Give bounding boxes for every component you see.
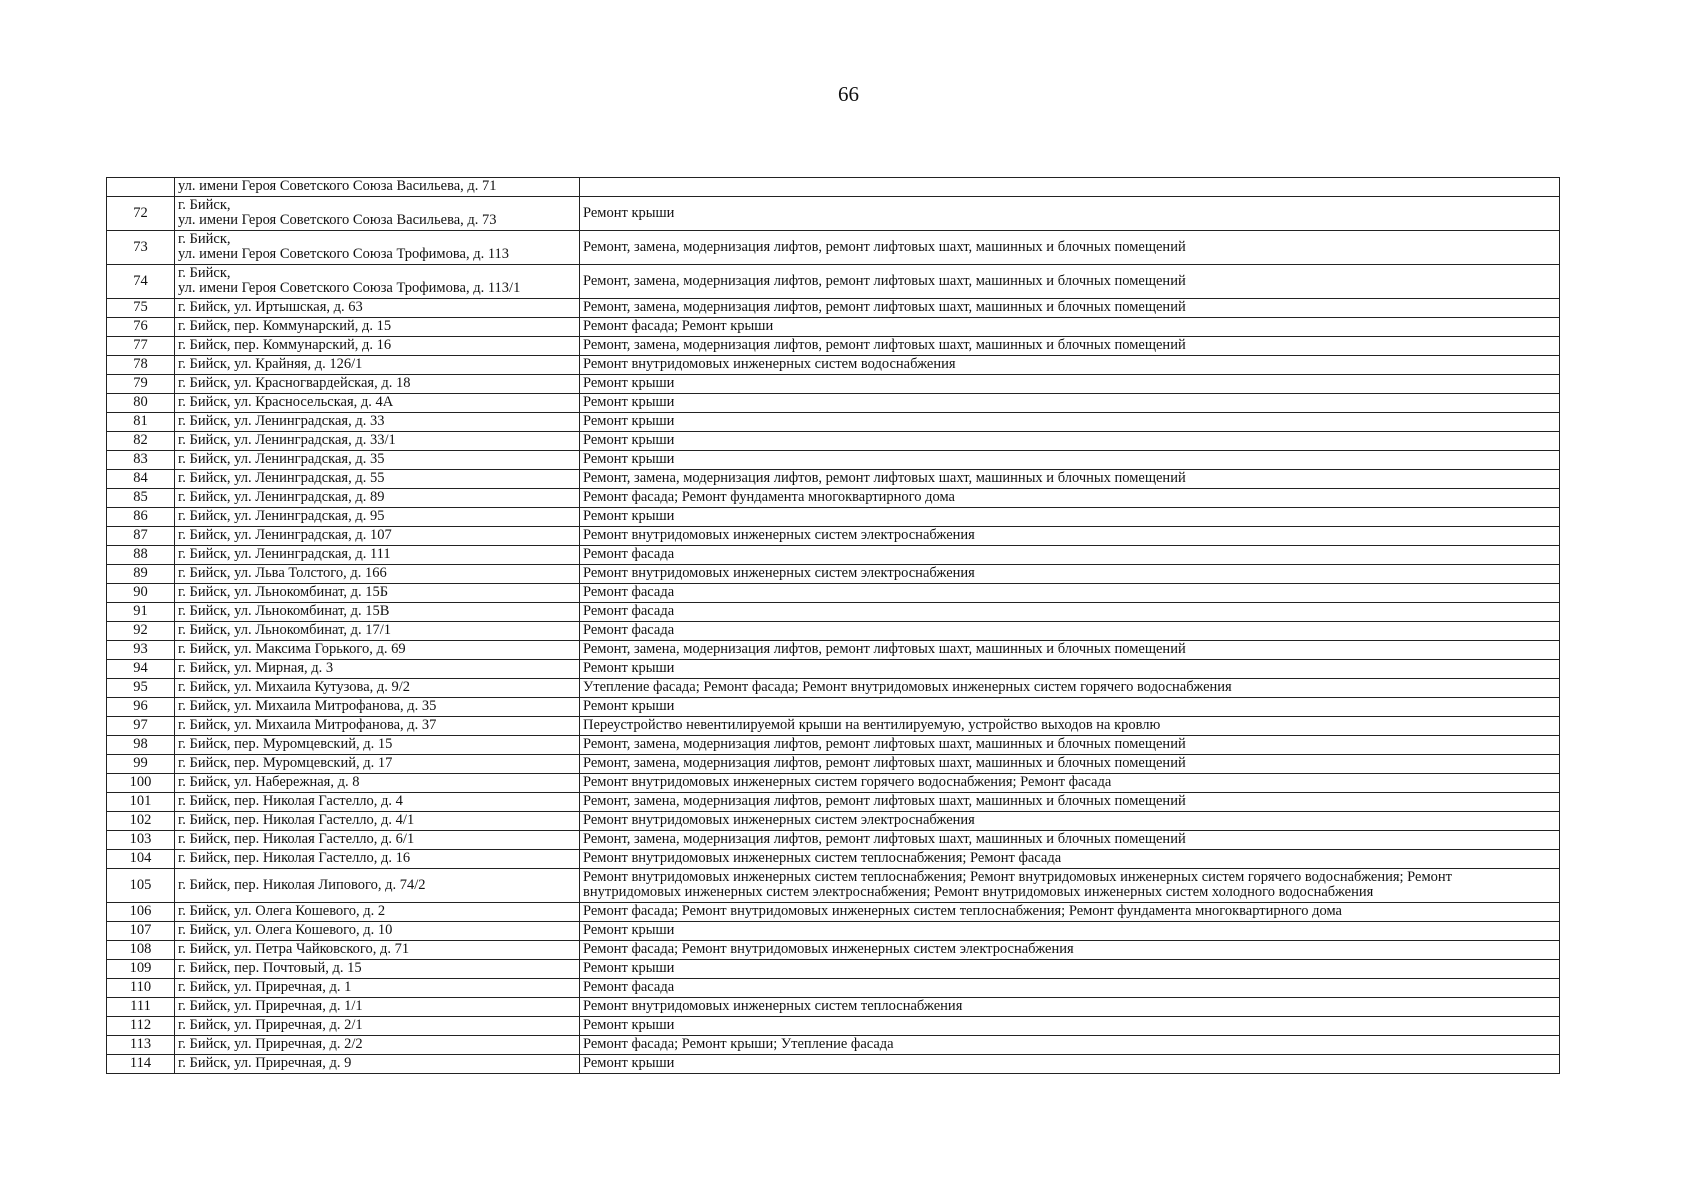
work-type-line: Ремонт крыши — [583, 204, 675, 221]
table-row — [107, 356, 1560, 375]
row-number: 77 — [107, 337, 175, 356]
row-number: 74 — [107, 265, 175, 299]
row-number: 108 — [107, 941, 175, 960]
work-type-cell — [580, 1055, 1560, 1074]
table-row — [107, 299, 1560, 318]
row-number: 93 — [107, 641, 175, 660]
work-type-cell — [580, 979, 1560, 998]
work-type-line: Ремонт фасада — [583, 546, 675, 562]
address-cell — [175, 755, 580, 774]
address-street: г. Бийск, ул. Ленинградская, д. 33 — [178, 413, 385, 429]
row-number: 114 — [107, 1055, 175, 1074]
work-type-cell — [580, 1036, 1560, 1055]
row-number: 88 — [107, 546, 175, 565]
work-type-cell — [580, 375, 1560, 394]
address-street: г. Бийск, пер. Николая Гастелло, д. 4 — [178, 793, 403, 809]
work-type-line: Ремонт внутридомовых инженерных систем электроснабжения — [583, 527, 975, 543]
repair-register-table — [106, 177, 1560, 1074]
row-number: 106 — [107, 903, 175, 922]
table-row — [107, 622, 1560, 641]
work-type-line: Ремонт фасада — [583, 603, 675, 619]
row-number: 72 — [107, 197, 175, 231]
work-type-line: Ремонт внутридомовых инженерных систем теплоснабжения; Ремонт фасада — [583, 850, 1062, 866]
address-street: г. Бийск, пер. Коммунарский, д. 16 — [178, 337, 392, 353]
address-cell — [175, 793, 580, 812]
address-city: г. Бийск, — [178, 265, 231, 281]
work-type-line: Ремонт, замена, модернизация лифтов, ремонт лифтовых шахт, машинных и блочных помещений — [583, 337, 1186, 353]
work-type-line — [583, 179, 1556, 194]
work-type-cell — [580, 812, 1560, 831]
address-cell — [175, 960, 580, 979]
address-street: г. Бийск, ул. Льнокомбинат, д. 15Б — [178, 584, 389, 600]
address-cell — [175, 394, 580, 413]
table-row — [107, 698, 1560, 717]
address-cell — [175, 299, 580, 318]
address-street: г. Бийск, ул. Ленинградская, д. 55 — [178, 470, 385, 486]
address-cell — [175, 812, 580, 831]
row-number — [107, 178, 175, 197]
table-row — [107, 565, 1560, 584]
work-type-cell — [580, 508, 1560, 527]
work-type-line: Ремонт крыши — [583, 960, 675, 976]
work-type-cell — [580, 546, 1560, 565]
work-type-cell — [580, 432, 1560, 451]
work-type-line: Ремонт фасада — [583, 622, 675, 638]
address-cell — [175, 451, 580, 470]
work-type-line: Переустройство невентилируемой крыши на вентилируемую, устройство выходов на кровлю — [583, 717, 1161, 733]
work-type-cell — [580, 869, 1560, 903]
address-street: г. Бийск, ул. Михаила Кутузова, д. 9/2 — [178, 679, 411, 695]
address-cell — [175, 584, 580, 603]
work-type-cell — [580, 197, 1560, 231]
address-street: ул. имени Героя Советского Союза Васильева, д. 73 — [178, 212, 497, 228]
address-street: г. Бийск, ул. Мирная, д. 3 — [178, 660, 334, 676]
address-street: г. Бийск, ул. Михаила Митрофанова, д. 37 — [178, 717, 437, 733]
table-row — [107, 793, 1560, 812]
work-type-cell — [580, 960, 1560, 979]
address-cell — [175, 831, 580, 850]
work-type-line: Ремонт, замена, модернизация лифтов, ремонт лифтовых шахт, машинных и блочных помещений — [583, 238, 1186, 255]
address-cell — [175, 679, 580, 698]
address-street: ул. имени Героя Советского Союза Трофимова, д. 113 — [178, 246, 510, 262]
address-cell — [175, 508, 580, 527]
address-cell — [175, 527, 580, 546]
address-street: г. Бийск, пер. Почтовый, д. 15 — [178, 960, 362, 976]
work-type-line: Ремонт внутридомовых инженерных систем горячего водоснабжения; Ремонт фасада — [583, 774, 1112, 790]
work-type-line: Ремонт внутридомовых инженерных систем электроснабжения — [583, 565, 975, 581]
work-type-line: Ремонт крыши — [583, 1017, 675, 1033]
table-row — [107, 736, 1560, 755]
work-type-cell — [580, 231, 1560, 265]
work-type-line: Утепление фасада; Ремонт фасада; Ремонт внутридомовых инженерных систем горячего водоснабжения — [583, 679, 1232, 695]
address-street: г. Бийск, ул. Красногвардейская, д. 18 — [178, 375, 411, 391]
row-number: 78 — [107, 356, 175, 375]
address-street: г. Бийск, пер. Николая Липового, д. 74/2 — [178, 876, 426, 893]
table-row — [107, 922, 1560, 941]
address-street: г. Бийск, ул. Ленинградская, д. 107 — [178, 527, 392, 543]
address-cell — [175, 622, 580, 641]
work-type-cell — [580, 337, 1560, 356]
work-type-cell — [580, 318, 1560, 337]
address-street: г. Бийск, ул. Олега Кошевого, д. 2 — [178, 903, 386, 919]
work-type-line: Ремонт крыши — [583, 508, 675, 524]
row-number: 76 — [107, 318, 175, 337]
row-number: 73 — [107, 231, 175, 265]
table-row — [107, 998, 1560, 1017]
row-number: 82 — [107, 432, 175, 451]
row-number: 75 — [107, 299, 175, 318]
table-row — [107, 641, 1560, 660]
table-row — [107, 394, 1560, 413]
address-street: ул. имени Героя Советского Союза Трофимова, д. 113/1 — [178, 280, 521, 296]
work-type-cell — [580, 660, 1560, 679]
table-row — [107, 584, 1560, 603]
table-row — [107, 717, 1560, 736]
work-type-cell — [580, 299, 1560, 318]
address-street: г. Бийск, ул. Максима Горького, д. 69 — [178, 641, 406, 657]
work-type-line: Ремонт внутридомовых инженерных систем водоснабжения — [583, 356, 956, 372]
work-type-cell — [580, 565, 1560, 584]
row-number: 85 — [107, 489, 175, 508]
table-row — [107, 774, 1560, 793]
work-type-cell — [580, 584, 1560, 603]
address-cell — [175, 1017, 580, 1036]
table-row — [107, 318, 1560, 337]
work-type-line: Ремонт, замена, модернизация лифтов, ремонт лифтовых шахт, машинных и блочных помещений — [583, 755, 1186, 771]
address-cell — [175, 489, 580, 508]
work-type-cell — [580, 178, 1560, 197]
work-type-line: Ремонт, замена, модернизация лифтов, ремонт лифтовых шахт, машинных и блочных помещений — [583, 831, 1186, 847]
row-number: 91 — [107, 603, 175, 622]
address-cell — [175, 546, 580, 565]
table-row — [107, 375, 1560, 394]
address-street: г. Бийск, ул. Крайняя, д. 126/1 — [178, 356, 363, 372]
address-street: г. Бийск, ул. Ленинградская, д. 111 — [178, 546, 391, 562]
row-number: 97 — [107, 717, 175, 736]
work-type-cell — [580, 793, 1560, 812]
work-type-cell — [580, 774, 1560, 793]
row-number: 94 — [107, 660, 175, 679]
work-type-cell — [580, 1017, 1560, 1036]
work-type-cell — [580, 603, 1560, 622]
address-street: г. Бийск, ул. Льнокомбинат, д. 15В — [178, 603, 390, 619]
address-cell — [175, 850, 580, 869]
row-number: 90 — [107, 584, 175, 603]
table-row — [107, 1055, 1560, 1074]
row-number: 98 — [107, 736, 175, 755]
address-street: г. Бийск, ул. Приречная, д. 9 — [178, 1055, 352, 1071]
table-row — [107, 660, 1560, 679]
work-type-line: Ремонт крыши — [583, 698, 675, 714]
work-type-line: Ремонт, замена, модернизация лифтов, ремонт лифтовых шахт, машинных и блочных помещений — [583, 299, 1186, 315]
row-number: 103 — [107, 831, 175, 850]
table-row — [107, 527, 1560, 546]
work-type-cell — [580, 265, 1560, 299]
row-number: 79 — [107, 375, 175, 394]
table-row — [107, 755, 1560, 774]
table-row — [107, 337, 1560, 356]
table-row — [107, 1017, 1560, 1036]
address-cell — [175, 941, 580, 960]
address-cell — [175, 869, 580, 903]
work-type-cell — [580, 850, 1560, 869]
work-type-cell — [580, 717, 1560, 736]
row-number: 101 — [107, 793, 175, 812]
work-type-line: Ремонт внутридомовых инженерных систем теплоснабжения; Ремонт внутридомовых инженерных систем горячего водоснабжения; Ремонт — [583, 869, 1453, 885]
table-row — [107, 265, 1560, 299]
work-type-line: внутридомовых инженерных систем электроснабжения; Ремонт внутридомовых инженерных систем холодного водоснабжения — [583, 884, 1374, 900]
row-number: 92 — [107, 622, 175, 641]
address-street: г. Бийск, ул. Льва Толстого, д. 166 — [178, 565, 387, 581]
address-cell — [175, 318, 580, 337]
table-row — [107, 231, 1560, 265]
work-type-cell — [580, 736, 1560, 755]
address-street: г. Бийск, ул. Ленинградская, д. 35 — [178, 451, 385, 467]
work-type-cell — [580, 903, 1560, 922]
work-type-line: Ремонт фасада; Ремонт внутридомовых инженерных систем электроснабжения — [583, 941, 1074, 957]
work-type-line: Ремонт крыши — [583, 375, 675, 391]
row-number: 95 — [107, 679, 175, 698]
work-type-cell — [580, 641, 1560, 660]
address-cell — [175, 265, 580, 299]
table-row — [107, 432, 1560, 451]
work-type-cell — [580, 356, 1560, 375]
work-type-cell — [580, 527, 1560, 546]
address-cell — [175, 774, 580, 793]
work-type-line: Ремонт фасада — [583, 979, 675, 995]
table-row — [107, 178, 1560, 197]
work-type-line: Ремонт, замена, модернизация лифтов, ремонт лифтовых шахт, машинных и блочных помещений — [583, 470, 1186, 486]
address-cell — [175, 470, 580, 489]
work-type-cell — [580, 755, 1560, 774]
work-type-cell — [580, 489, 1560, 508]
row-number: 107 — [107, 922, 175, 941]
address-street: г. Бийск, ул. Приречная, д. 2/2 — [178, 1036, 363, 1052]
row-number: 109 — [107, 960, 175, 979]
table-row — [107, 451, 1560, 470]
table-row — [107, 679, 1560, 698]
work-type-line: Ремонт фасада; Ремонт крыши; Утепление фасада — [583, 1036, 894, 1052]
row-number: 81 — [107, 413, 175, 432]
address-cell — [175, 736, 580, 755]
table-row — [107, 960, 1560, 979]
work-type-line: Ремонт фасада; Ремонт фундамента многоквартирного дома — [583, 489, 955, 505]
row-number: 111 — [107, 998, 175, 1017]
row-number: 96 — [107, 698, 175, 717]
address-street: г. Бийск, пер. Муромцевский, д. 15 — [178, 736, 393, 752]
row-number: 110 — [107, 979, 175, 998]
address-cell — [175, 375, 580, 394]
address-cell — [175, 231, 580, 265]
table-row — [107, 903, 1560, 922]
row-number: 102 — [107, 812, 175, 831]
work-type-line: Ремонт фасада — [583, 584, 675, 600]
address-cell — [175, 903, 580, 922]
work-type-line: Ремонт крыши — [583, 432, 675, 448]
address-cell — [175, 717, 580, 736]
work-type-line: Ремонт крыши — [583, 1055, 675, 1071]
address-cell — [175, 603, 580, 622]
work-type-line: Ремонт, замена, модернизация лифтов, ремонт лифтовых шахт, машинных и блочных помещений — [583, 793, 1186, 809]
work-type-line: Ремонт, замена, модернизация лифтов, ремонт лифтовых шахт, машинных и блочных помещений — [583, 641, 1186, 657]
row-number: 80 — [107, 394, 175, 413]
address-cell — [175, 432, 580, 451]
address-cell — [175, 178, 580, 197]
address-street: ул. имени Героя Советского Союза Васильева, д. 71 — [178, 178, 497, 194]
address-street: г. Бийск, пер. Николая Гастелло, д. 6/1 — [178, 831, 415, 847]
row-number: 99 — [107, 755, 175, 774]
row-number: 89 — [107, 565, 175, 584]
work-type-cell — [580, 941, 1560, 960]
row-number: 105 — [107, 869, 175, 903]
address-city: г. Бийск, — [178, 231, 231, 247]
address-cell — [175, 337, 580, 356]
row-number: 83 — [107, 451, 175, 470]
table-row — [107, 603, 1560, 622]
work-type-line: Ремонт, замена, модернизация лифтов, ремонт лифтовых шахт, машинных и блочных помещений — [583, 272, 1186, 289]
address-street: г. Бийск, пер. Николая Гастелло, д. 16 — [178, 850, 411, 866]
address-street: г. Бийск, ул. Приречная, д. 2/1 — [178, 1017, 363, 1033]
row-number: 100 — [107, 774, 175, 793]
work-type-cell — [580, 679, 1560, 698]
address-street: г. Бийск, ул. Ленинградская, д. 89 — [178, 489, 385, 505]
work-type-line: Ремонт фасада; Ремонт крыши — [583, 318, 774, 334]
work-type-line: Ремонт крыши — [583, 660, 675, 676]
work-type-line: Ремонт, замена, модернизация лифтов, ремонт лифтовых шахт, машинных и блочных помещений — [583, 736, 1186, 752]
address-cell — [175, 998, 580, 1017]
table-row — [107, 413, 1560, 432]
address-cell — [175, 698, 580, 717]
address-street: г. Бийск, ул. Приречная, д. 1/1 — [178, 998, 363, 1014]
table-row — [107, 489, 1560, 508]
address-street: г. Бийск, ул. Ленинградская, д. 33/1 — [178, 432, 396, 448]
work-type-line: Ремонт внутридомовых инженерных систем теплоснабжения — [583, 998, 963, 1014]
work-type-line: Ремонт крыши — [583, 451, 675, 467]
address-cell — [175, 660, 580, 679]
table-row — [107, 1036, 1560, 1055]
table-row — [107, 508, 1560, 527]
table-row — [107, 850, 1560, 869]
row-number: 104 — [107, 850, 175, 869]
table-row — [107, 979, 1560, 998]
page-number: 66 — [838, 82, 859, 106]
table-row — [107, 197, 1560, 231]
table-row — [107, 812, 1560, 831]
row-number: 86 — [107, 508, 175, 527]
address-cell — [175, 565, 580, 584]
work-type-cell — [580, 470, 1560, 489]
work-type-cell — [580, 451, 1560, 470]
address-cell — [175, 1036, 580, 1055]
work-type-cell — [580, 998, 1560, 1017]
work-type-line: Ремонт внутридомовых инженерных систем электроснабжения — [583, 812, 975, 828]
work-type-cell — [580, 922, 1560, 941]
work-type-cell — [580, 413, 1560, 432]
table-row — [107, 546, 1560, 565]
register-body — [107, 178, 1560, 1074]
address-street: г. Бийск, ул. Набережная, д. 8 — [178, 774, 360, 790]
address-street: г. Бийск, ул. Ленинградская, д. 95 — [178, 508, 385, 524]
work-type-line: Ремонт крыши — [583, 413, 675, 429]
address-street: г. Бийск, ул. Льнокомбинат, д. 17/1 — [178, 622, 392, 638]
address-street: г. Бийск, ул. Олега Кошевого, д. 10 — [178, 922, 393, 938]
address-cell — [175, 1055, 580, 1074]
table-row — [107, 869, 1560, 903]
address-street: г. Бийск, ул. Михаила Митрофанова, д. 35 — [178, 698, 437, 714]
work-type-cell — [580, 698, 1560, 717]
address-street: г. Бийск, ул. Приречная, д. 1 — [178, 979, 352, 995]
address-cell — [175, 922, 580, 941]
row-number: 84 — [107, 470, 175, 489]
address-cell — [175, 413, 580, 432]
row-number: 112 — [107, 1017, 175, 1036]
address-cell — [175, 641, 580, 660]
work-type-line: Ремонт крыши — [583, 922, 675, 938]
address-street: г. Бийск, ул. Иртышская, д. 63 — [178, 299, 363, 315]
address-cell — [175, 979, 580, 998]
row-number: 87 — [107, 527, 175, 546]
table-row — [107, 831, 1560, 850]
address-city: г. Бийск, — [178, 197, 231, 213]
address-cell — [175, 197, 580, 231]
work-type-line: Ремонт крыши — [583, 394, 675, 410]
table-row — [107, 470, 1560, 489]
row-number: 113 — [107, 1036, 175, 1055]
table-row — [107, 941, 1560, 960]
address-street: г. Бийск, пер. Муромцевский, д. 17 — [178, 755, 393, 771]
address-cell — [175, 356, 580, 375]
address-street: г. Бийск, ул. Петра Чайковского, д. 71 — [178, 941, 410, 957]
work-type-cell — [580, 831, 1560, 850]
address-street: г. Бийск, ул. Красносельская, д. 4А — [178, 394, 394, 410]
address-street: г. Бийск, пер. Коммунарский, д. 15 — [178, 318, 392, 334]
work-type-cell — [580, 622, 1560, 641]
work-type-cell — [580, 394, 1560, 413]
work-type-line: Ремонт фасада; Ремонт внутридомовых инженерных систем теплоснабжения; Ремонт фундамента многоквартирного дома — [583, 903, 1342, 919]
address-street: г. Бийск, пер. Николая Гастелло, д. 4/1 — [178, 812, 415, 828]
